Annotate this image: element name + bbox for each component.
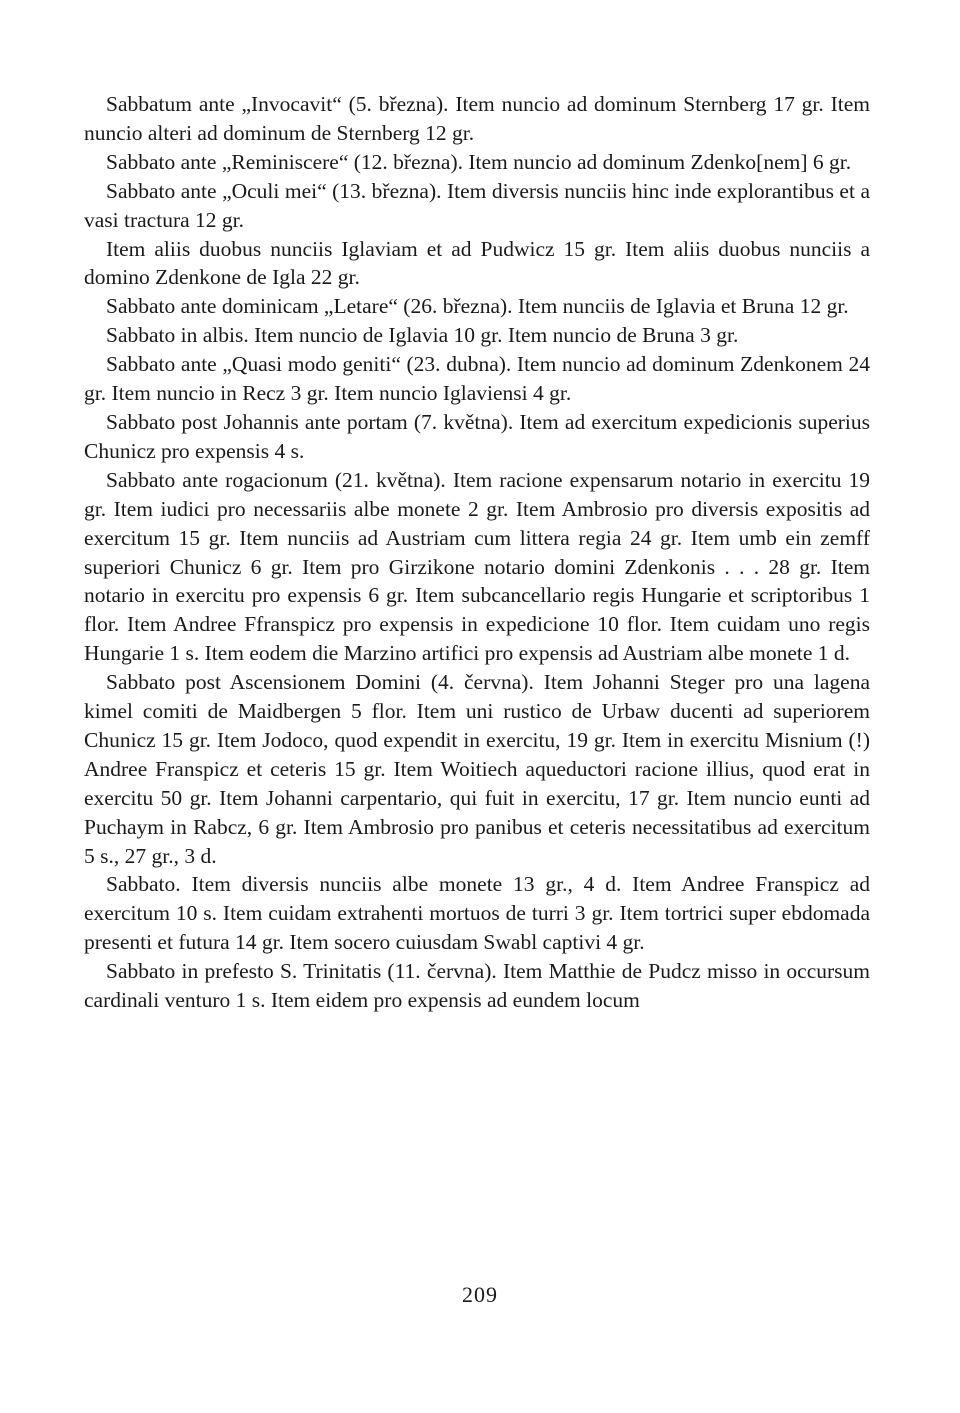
page-number: 209 [462, 1282, 498, 1307]
entry-rogacionum: Sabbato ante rogacionum (21. května). Item racione expensarum notario in exercitu 19 gr. Item iudici pro necessariis albe monete 2 gr. Item Ambrosio pro diversis expositis ad exercitum 15 gr. Item nunciis ad Austriam cum littera regia 24 gr. Item umb ein zemff superiori Chunicz 6 gr. Item pro Girzikone notario domini Zdenkonis . . . 28 gr. Item notario in exercitu pro expensis 6 gr. Item subcancellario regis Hungarie et scriptoribus 1 flor. Item Andree Ffranspicz pro expensis in expedicione 10 flor. Item cuidam uno regis Hungarie 1 s. Item eodem die Marzino artifici pro expensis ad Austriam albe monete 1 d. [84, 467, 870, 666]
entry-trinitatis: Sabbato in prefesto S. Trinitatis (11. června). Item Matthie de Pudcz misso in occursum cardinali venturo 1 s. Item eidem pro expensis ad eundem locum [84, 959, 870, 1013]
entry-letare: Sabbato ante dominicam „Letare“ (26. března). Item nunciis de Iglavia et Bruna 12 gr. [106, 294, 849, 319]
entry-johannis-ante-portam: Sabbato post Johannis ante portam (7. května). Item ad exercitum expedicionis superius Chunicz pro expensis 4 s. [84, 409, 870, 463]
entry-invocavit: Sabbatum ante „Invocavit“ (5. března). Item nuncio ad dominum Sternberg 17 gr. Item nuncio alteri ad dominum de Sternberg 12 gr. [84, 92, 870, 145]
entry-quasi-modo-geniti: Sabbato ante „Quasi modo geniti“ (23. dubna). Item nuncio ad dominum Zdenkonem 24 gr. Item nuncio in Recz 3 gr. Item nuncio Iglaviensi 4 gr. [84, 352, 870, 406]
entry-sabbato: Sabbato. Item diversis nunciis albe monete 13 gr., 4 d. Item Andree Franspicz ad exercitum 10 s. Item cuidam extrahenti mortuos de turri 3 gr. Item tortrici super ebdomada presenti et futura 14 gr. Item socero cuiusdam Swabl captivi 4 gr. [84, 872, 870, 955]
entry-ascensionem-domini: Sabbato post Ascensionem Domini (4. června). Item Johanni Steger pro una lagena kimel comiti de Maidbergen 5 flor. Item uni rustico de Urbaw ducenti ad superiorem Chunicz 15 gr. Item Jodoco, quod expendit in exercitu, 19 gr. Item in exercitu Misnium (!) Andree Franspicz et ceteris 15 gr. Item Woitiech aqueductori racione illius, quod erat in exercitu 50 gr. Item Johanni carpentario, qui fuit in exercitu, 17 gr. Item nuncio eunti ad Puchaym in Rabcz, 6 gr. Item Ambrosio pro panibus et ceteris necessitatibus ad exercitum 5 s., 27 gr., 3 d. [84, 670, 870, 868]
entry-iglavia-pudwicz: Item aliis duobus nunciis Iglaviam et ad Pudwicz 15 gr. Item aliis duobus nunciis a domino Zdenkone de Igla 22 gr. [84, 236, 870, 290]
page-body [84, 90, 870, 1015]
entry-reminiscere: Sabbato ante „Reminiscere“ (12. března). Item nuncio ad dominum Zdenko[nem] 6 gr. [106, 149, 852, 174]
entry-in-albis: Sabbato in albis. Item nuncio de Iglavia 10 gr. Item nuncio de Bruna 3 gr. [106, 323, 739, 348]
entry-oculi-mei: Sabbato ante „Oculi mei“ (13. března). Item diversis nunciis hinc inde explorantibus et a vasi tractura 12 gr. [84, 178, 870, 232]
